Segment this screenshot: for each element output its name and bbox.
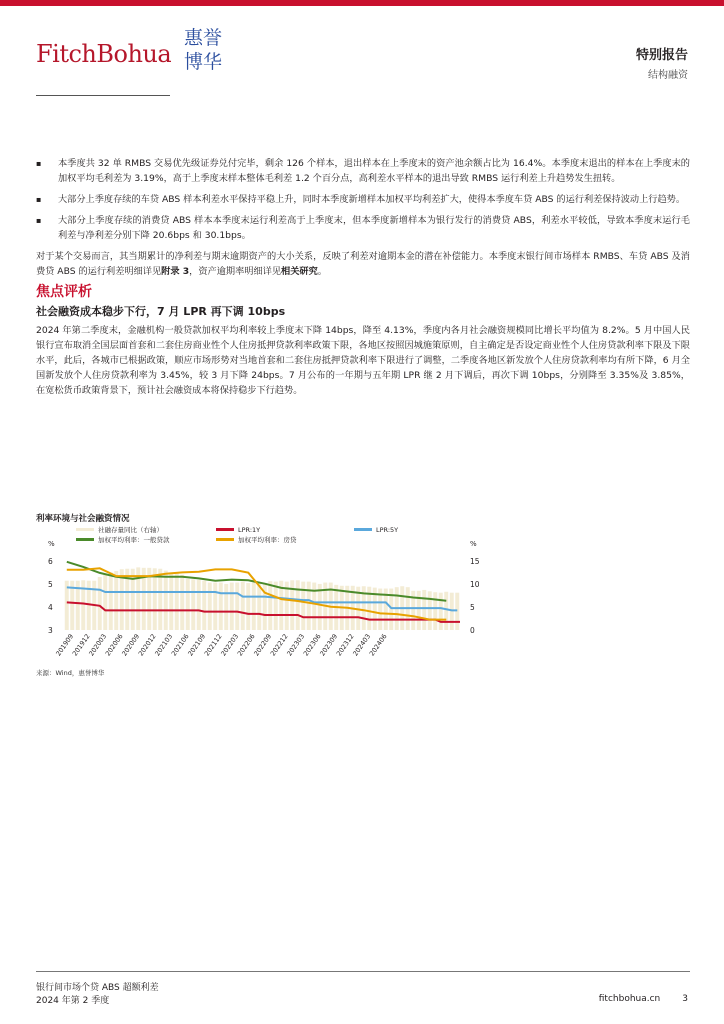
x-tick: 202212 [268, 632, 290, 658]
footer-right [577, 994, 688, 1004]
chart-svg [36, 524, 480, 680]
bullet-auto-abs: ▪ 大部分上季度存续的车贷 ABS 样本利差水平保持平稳上升，同时本季度新增样本加权平均利差扩大，使得本季度车贷 ABS 的运行利差保持波动上行趋势。 [36, 192, 690, 207]
related-research-link[interactable]: 相关研究 [281, 266, 318, 277]
legend-label: 加权平均利率：一般贷款 [98, 536, 170, 544]
bar-social-financing [235, 583, 239, 630]
bar-social-financing [230, 583, 234, 630]
x-tick: 202406 [367, 632, 389, 658]
bar-social-financing [296, 580, 300, 630]
footer-site[interactable]: fitchbohua.cn [598, 994, 661, 1004]
chart-source: 来源：Wind，惠誉博华 [36, 669, 105, 677]
section-title: 焦点评析 [36, 284, 92, 300]
bar-social-financing [417, 591, 421, 630]
paragraph-financing-cost: 2024 年第二季度末，金融机构一般贷款加权平均利率较上季度末下降 14bps，降至 4.13%，季度内各月社会融资规模同比增长平均值为 8.2%。5 月中国人民银行宣布取消全国层面首套和二套住房商业性个人住房抵押贷款利率政策下限，各地区按照因城施策原则，自主确定是否设定商业性个人住房贷款利率下限及下限水平，此后，各城市已根据政策，顺应市场形势对当地首套和二套住房抵押贷款利率下限进行了调整，二季度各地区新发放个人住房贷款利率均有所下降，6 月全国新发放个人住房贷款利率为 3.45%，较 3 月下降 24bps。7 月公布的一年期与五年期 LPR 继 2 月下调后，再次下调 10bps，分别降至 3.35%及 3.85%，在宽松货币政策背景下，预计社会融资成本将保持稳步下行趋势。 [36, 325, 690, 396]
legend-swatch [216, 528, 234, 531]
footer-report-name: 银行间市场个贷 ABS 超额利差 [36, 983, 159, 993]
bar-social-financing [252, 583, 256, 630]
x-tick: 202009 [120, 632, 142, 658]
bullet-rmbs: ▪ 本季度共 32 单 RMBS 交易优先级证券兑付完毕，剩余 126 个样本，退出样本在上季度末的资产池余额占比为 16.4%。本季度末退出的样本在上季度末的加权平均毛利差为 3.19%，高于上季度末样本整体毛利差 1.2 个百分点，高利差水平样本的退出导致 RMBS 运行利差上升趋势发生扭转。 [36, 156, 690, 186]
top-accent-bar [0, 0, 724, 6]
bullet-consumer-abs: ▪ 大部分上季度存续的消费贷 ABS 样本本季度末运行利差高于上季度末，但本季度新增样本为银行发行的消费贷 ABS，利差水平较低，导致本季度末运行毛利差与净利差分别下降 20.6bps 和 30.1bps。 [36, 213, 690, 243]
footer-report-period: 2024 年第 2 季度 [36, 996, 110, 1006]
fitchbohua-logo [36, 26, 223, 88]
x-tick: 201912 [70, 632, 92, 658]
bar-social-financing [109, 572, 113, 630]
bar-social-financing [428, 591, 432, 630]
y-right-unit: % [470, 540, 477, 548]
bar-social-financing [164, 571, 168, 630]
x-tick: 202312 [334, 632, 356, 658]
x-tick: 202309 [318, 632, 340, 658]
y-left-tick: 5 [48, 579, 53, 589]
chart-legend [76, 525, 398, 544]
bar-social-financing [180, 575, 184, 630]
x-tick: 202106 [169, 632, 191, 658]
bar-social-financing [186, 579, 190, 630]
y-right-tick: 15 [470, 556, 480, 566]
subsection-title: 社会融资成本稳步下行，7 月 LPR 再下调 10bps [36, 305, 286, 318]
x-tick: 202209 [252, 632, 274, 658]
x-tick: 202306 [301, 632, 323, 658]
bar-social-financing [307, 582, 311, 630]
rate-chart [36, 512, 480, 680]
main-content [36, 156, 690, 404]
y-left-unit: % [48, 540, 55, 548]
x-tick: 201909 [54, 632, 76, 658]
bar-social-financing [219, 583, 223, 630]
x-tick: 202006 [103, 632, 125, 658]
y-right-tick: 0 [470, 626, 475, 635]
y-right-tick: 5 [470, 602, 475, 612]
bar-social-financing [169, 573, 173, 630]
x-tick: 202203 [219, 632, 241, 658]
bullet-list [36, 156, 690, 243]
bar-social-financing [439, 593, 443, 630]
report-type: 特别报告 [635, 48, 688, 63]
bar-social-financing [433, 592, 437, 630]
report-category: 结构融资 [648, 70, 688, 81]
legend-swatch [354, 528, 372, 531]
bar-social-financing [422, 590, 426, 630]
x-tick: 202003 [87, 632, 109, 658]
paragraph-excess-spread: 对于某个交易而言，其当期累计的净利差与期末逾期资产的大小关系，反映了利差对逾期本金的潜在补偿能力。本季度末银行间市场样本 RMBS、车贷 ABS 及消费贷 ABS 的运行利差明细详见附录 3，资产逾期率明细详见相关研究。 [36, 251, 690, 277]
bar-social-financing [191, 579, 195, 630]
bar-social-financing [241, 582, 245, 630]
logo-underline [36, 95, 170, 96]
bar-social-financing [268, 581, 272, 630]
page-number: 3 [682, 994, 688, 1004]
y-right-tick: 10 [470, 579, 480, 589]
bar-social-financing [158, 569, 162, 630]
bar-social-financing [246, 583, 250, 630]
legend-label: LPR:1Y [238, 526, 261, 534]
y-left-tick: 4 [48, 602, 53, 612]
bar-social-financing [274, 582, 278, 630]
footer-rule [36, 971, 690, 972]
legend-label: LPR:5Y [376, 526, 399, 534]
bar-social-financing [444, 592, 448, 630]
bar-social-financing [208, 583, 212, 630]
bar-social-financing [213, 583, 217, 630]
x-tick: 202103 [153, 632, 175, 658]
bar-social-financing [257, 583, 261, 630]
x-tick: 202303 [285, 632, 307, 658]
x-tick: 202206 [235, 632, 257, 658]
bar-social-financing [98, 577, 102, 630]
bar-social-financing [224, 584, 228, 630]
appendix-link[interactable]: 附录 3 [161, 266, 190, 277]
logo-chinese-seal: 惠誉 博华 [184, 27, 223, 73]
bar-social-financing [103, 575, 107, 630]
bar-social-financing [202, 581, 206, 630]
chart-title: 利率环境与社会融资情况 [36, 514, 130, 524]
x-tick: 202012 [136, 632, 158, 658]
legend-swatch [76, 528, 94, 531]
legend-label: 社融存量同比（右轴） [98, 526, 163, 534]
legend-label: 加权平均利率：房贷 [238, 536, 297, 544]
bar-social-financing [312, 583, 316, 630]
bar-social-financing [153, 568, 157, 630]
bar-social-financing [290, 580, 294, 630]
legend-swatch [216, 538, 234, 541]
bar-social-financing [175, 573, 179, 630]
x-tick: 202109 [186, 632, 208, 658]
legend-swatch [76, 538, 94, 541]
bar-social-financing [197, 580, 201, 630]
y-left-tick: 3 [48, 626, 53, 635]
logo-wordmark: FitchBohua [36, 40, 172, 68]
bar-social-financing [114, 571, 118, 630]
report-header [636, 44, 688, 81]
y-left-tick: 6 [48, 556, 53, 566]
x-tick: 202112 [202, 632, 224, 658]
x-tick: 202403 [351, 632, 373, 658]
footer-report-info [36, 982, 159, 1008]
